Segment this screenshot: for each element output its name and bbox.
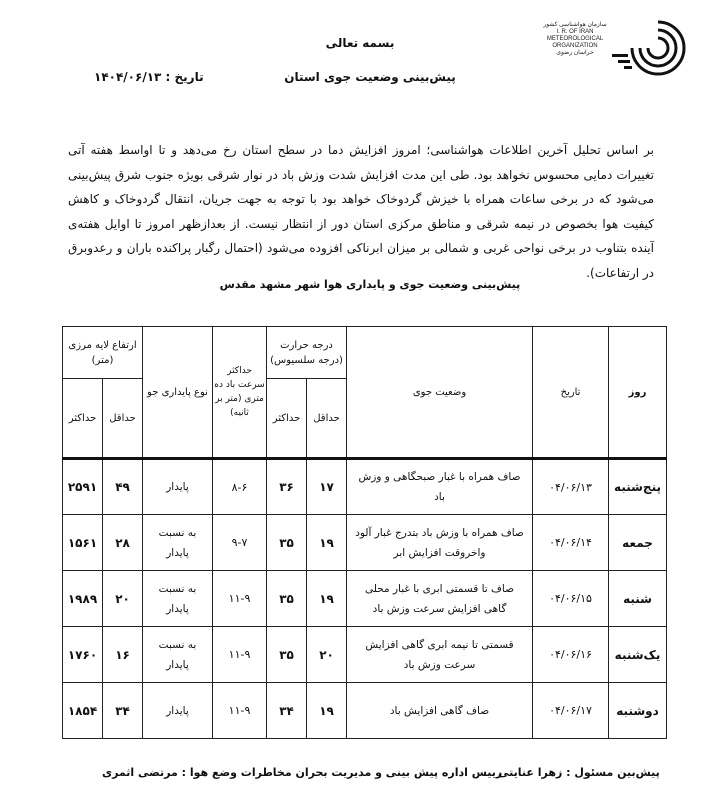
header-temp-max: حداکثر: [267, 379, 307, 459]
forecast-table: [62, 326, 667, 739]
header-date: تاریخ: [533, 327, 609, 459]
cell-temp-max: ۳۵: [267, 515, 307, 571]
cell-day: دوشنبه: [609, 683, 667, 739]
cell-condition: قسمتی تا نیمه ابری گاهی افزایش سرعت وزش باد: [347, 627, 533, 683]
header-height-min: حداقل: [103, 379, 143, 459]
date-label: تاریخ :: [165, 70, 204, 84]
cell-wind: ۸-۶: [213, 459, 267, 515]
page-title: پیش‌بینی وضعیت جوی استان: [284, 70, 456, 84]
cell-day: شنبه: [609, 571, 667, 627]
date-value: ۱۴۰۴/۰۶/۱۳: [94, 70, 162, 84]
cell-day: یک‌شنبه: [609, 627, 667, 683]
table-row: [63, 515, 667, 571]
header-temp-min: حداقل: [307, 379, 347, 459]
cell-condition: صاف همراه با وزش باد بتدرج غبار آلود واخروقت افزایش ابر: [347, 515, 533, 571]
cell-height-min: ۳۴: [103, 683, 143, 739]
cell-height-min: ۱۶: [103, 627, 143, 683]
cell-wind: ۱۱-۹: [213, 627, 267, 683]
cell-temp-min: ۱۷: [307, 459, 347, 515]
cell-height-max: ۲۵۹۱: [63, 459, 103, 515]
cell-temp-max: ۳۵: [267, 571, 307, 627]
table-row: [63, 459, 667, 515]
cell-temp-max: ۳۴: [267, 683, 307, 739]
cell-stability: پایدار: [143, 459, 213, 515]
header-condition: وضعیت جوی: [347, 327, 533, 459]
cell-temp-min: ۲۰: [307, 627, 347, 683]
cell-height-max: ۱۷۶۰: [63, 627, 103, 683]
header-height-max: حداکثر: [63, 379, 103, 459]
cell-temp-min: ۱۹: [307, 515, 347, 571]
cell-height-min: ۴۹: [103, 459, 143, 515]
cell-wind: ۹-۷: [213, 515, 267, 571]
table-row: [63, 627, 667, 683]
cell-date: ۰۴/۰۶/۱۵: [533, 571, 609, 627]
cell-temp-min: ۱۹: [307, 571, 347, 627]
basmala: بسمه تعالی: [325, 36, 395, 50]
header-wind: حداکثر سرعت باد ده متری (متر بر ثانیه): [213, 327, 267, 459]
org-line: ORGANIZATION: [552, 43, 598, 49]
cell-temp-max: ۳۵: [267, 627, 307, 683]
forecaster-signature: پیش‌بین مسئول : زهرا عنایتی: [498, 766, 660, 779]
table-header-row: [63, 327, 667, 379]
cell-height-max: ۱۸۵۴: [63, 683, 103, 739]
header-stability: نوع پایداری جو: [143, 327, 213, 459]
table-row: [63, 683, 667, 739]
cell-stability: به نسبت پایدار: [143, 571, 213, 627]
cell-date: ۰۴/۰۶/۱۶: [533, 627, 609, 683]
cell-date: ۰۴/۰۶/۱۷: [533, 683, 609, 739]
cell-stability: به نسبت پایدار: [143, 627, 213, 683]
org-line: سازمان هواشناسی کشور: [543, 22, 607, 28]
cell-temp-max: ۳۶: [267, 459, 307, 515]
cell-condition: صاف تا قسمتی ابری با غبار محلی گاهی افزایش سرعت وزش باد: [347, 571, 533, 627]
table-row: [63, 571, 667, 627]
forecast-paragraph: بر اساس تحلیل آخرین اطلاعات هواشناسی؛ امروز افزایش دما در سطح استان رخ می‌دهد و تا اواسط هفته آتی تغییرات دمایی محسوس نخواهد بود. طی این مدت افزایش شدت وزش باد در نوار شرقی بویژه جنوب شرق پیش‌بینی می‌شود که در برخی ساعات همراه با خیزش گردوخاک خواهد بود با توجه به جهت جریان، انتقال گردوخاک و کاهش کیفیت هوا بخصوص در نیمه شرقی و مناطق مرکزی استان دور از انتظار نیست. از بعدازظهر امروز تا اوایل هفته‌ی آینده بتناوب در برخی نواحی غربی و شمالی بر میزان ابرناکی افزوده می‌شود (احتمال رگبار پراکنده باران و رعدوبرق در ارتفاعات).: [68, 143, 654, 280]
cell-wind: ۱۱-۹: [213, 683, 267, 739]
cell-temp-min: ۱۹: [307, 683, 347, 739]
cell-stability: به نسبت پایدار: [143, 515, 213, 571]
cell-condition: صاف گاهی افزایش باد: [347, 683, 533, 739]
header-day: روز: [609, 327, 667, 459]
cell-day: پنج‌شنبه: [609, 459, 667, 515]
org-line: خراسان رضوی: [556, 50, 594, 56]
cell-height-min: ۲۸: [103, 515, 143, 571]
cell-stability: پایدار: [143, 683, 213, 739]
header-mixing-height: ارتفاع لایه مرزی (متر): [63, 327, 143, 379]
cell-height-max: ۱۵۶۱: [63, 515, 103, 571]
head-signature: رییس اداره پیش بینی و مدیریت بحران مخاطرات وضع هوا : مرتضی اثمری: [102, 766, 503, 779]
meteorological-organization-logo: [598, 14, 700, 76]
table-title: پیش‌بینی وضعیت جوی و پایداری هوا شهر مشهد مقدس: [219, 278, 521, 291]
cell-height-min: ۲۰: [103, 571, 143, 627]
cell-date: ۰۴/۰۶/۱۳: [533, 459, 609, 515]
header-temperature: درجه حرارت (درجه سلسیوس): [267, 327, 347, 379]
cell-condition: صاف همراه با غبار صبحگاهی و وزش باد: [347, 459, 533, 515]
cell-day: جمعه: [609, 515, 667, 571]
cell-wind: ۱۱-۹: [213, 571, 267, 627]
organization-name: [540, 22, 610, 57]
date-line: [94, 70, 204, 84]
org-line: METEOROLOGICAL: [546, 36, 604, 42]
cell-height-max: ۱۹۸۹: [63, 571, 103, 627]
cell-date: ۰۴/۰۶/۱۴: [533, 515, 609, 571]
org-line: I. R. OF IRAN: [556, 29, 594, 35]
